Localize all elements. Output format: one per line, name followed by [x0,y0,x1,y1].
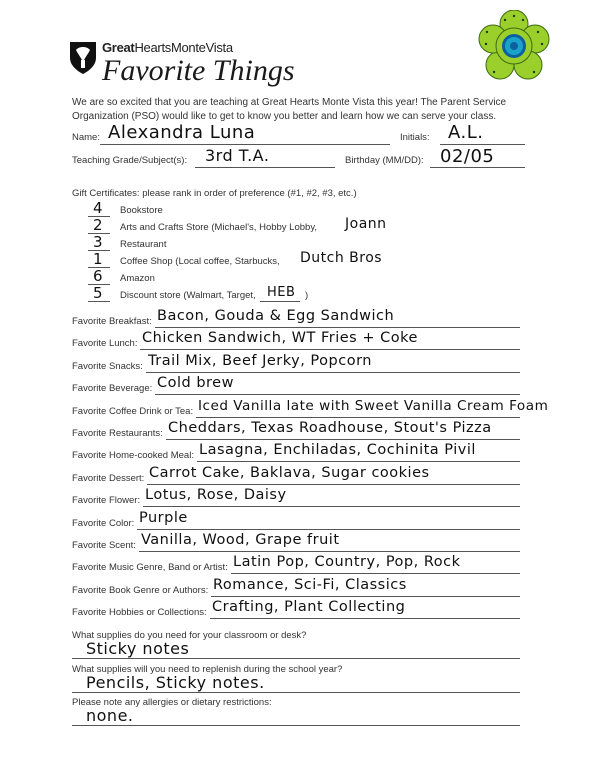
favorite-answer-field[interactable]: Purple [139,509,188,526]
answer-underline [146,372,520,373]
favorite-answer-field[interactable]: Chicken Sandwich, WT Fries + Coke [142,330,418,347]
gift-extra-field[interactable]: Dutch Bros [300,250,383,266]
answer-underline [155,327,520,328]
favorite-answer-field[interactable]: Romance, Sci-Fi, Classics [213,576,407,593]
favorite-row [0,398,600,420]
rank-underline [88,301,110,302]
question-answer-field[interactable]: none. [86,706,134,725]
gift-label: Coffee Shop (Local coffee, Starbucks, [120,256,280,267]
favorite-answer-field[interactable]: Bacon, Gouda & Egg Sandwich [157,308,395,324]
grade-underline [195,167,335,168]
answer-underline [72,658,520,659]
gift-rank-field[interactable]: 3 [92,233,104,251]
intro-text [72,96,506,124]
gift-label: Arts and Crafts Store (Michael's, Hobby Lobby, [120,222,317,233]
gift-item [90,284,510,304]
initials-field[interactable]: A.L. [448,122,484,143]
favorite-label: Favorite Music Genre, Band or Artist: [72,562,228,574]
gift-item [90,199,510,219]
gift-rank-field[interactable]: 4 [92,199,104,217]
initials-underline [440,144,525,145]
favorite-answer-field[interactable]: Iced Vanilla late with Sweet Vanilla Cream Foam [198,397,549,414]
gift-extra-field[interactable]: Joann [345,216,387,232]
name-underline [100,144,390,145]
favorite-label: Favorite Beverage: [72,383,153,395]
favorite-label: Favorite Coffee Drink or Tea: [72,405,194,417]
favorite-answer-field[interactable]: Latin Pop, Country, Pop, Rock [233,554,461,571]
logo-shield-icon [68,40,98,76]
favorite-label: Favorite Hobbies or Collections: [72,607,207,619]
question-label: What supplies do you need for your classroom or desk? [72,630,307,641]
favorite-row [0,554,600,576]
favorite-answer-field[interactable]: Lasagna, Enchiladas, Cochinita Pivil [199,442,476,459]
favorite-row [0,353,600,375]
favorite-answer-field[interactable]: Trail Mix, Beef Jerky, Popcorn [148,352,372,369]
favorite-label: Favorite Restaurants: [72,428,163,439]
gift-extra-field[interactable]: HEB [267,285,296,300]
birthday-field[interactable]: 02/05 [440,146,495,167]
question-answer-field[interactable]: Sticky notes [86,639,190,658]
favorite-label: Favorite Snacks: [72,360,143,372]
question-label: What supplies will you need to replenish during the school year? [72,664,343,675]
grade-label: Teaching Grade/Subject(s): [72,155,188,166]
favorite-answer-field[interactable]: Cold brew [157,375,234,392]
page-title: Favorite Things [102,54,295,87]
favorite-label: Favorite Book Genre or Authors: [72,584,209,596]
flower-icon [478,10,550,82]
favorite-answer-field[interactable]: Vanilla, Wood, Grape fruit [141,532,340,548]
favorite-row [0,330,600,352]
favorite-label: Favorite Flower: [72,495,141,507]
gift-label: Discount store (Walmart, Target, [120,290,256,301]
favorite-row [0,442,600,464]
answer-underline [72,692,520,693]
answer-underline [231,573,520,574]
answer-underline [140,349,520,350]
grade-field[interactable]: 3rd T.A. [205,146,270,165]
favorite-row [0,532,600,554]
favorite-label: Favorite Breakfast: [72,316,152,327]
brand-name [102,40,233,55]
gift-item [90,250,510,270]
gift-item [90,267,510,287]
answer-underline [72,725,520,726]
favorite-label: Favorite Color: [72,517,135,529]
favorite-answer-field[interactable]: Carrot Cake, Baklava, Sugar cookies [149,464,430,481]
question-answer-field[interactable]: Pencils, Sticky notes. [86,673,265,692]
discount-underline [260,301,300,302]
intro-line-1: We are so excited that you are teaching at Great Hearts Monte Vista this year! The Parent Service [72,97,507,108]
gift-rank-field[interactable]: 1 [92,250,104,268]
favorite-row [0,599,600,621]
answer-underline [137,529,520,530]
intro-line-2: Organization (PSO) would like to get to know you better and learn how we can serve your class. [72,111,497,122]
name-field[interactable]: Alexandra Luna [108,122,256,143]
favorite-row [0,308,600,330]
initials-label: Initials: [400,132,430,143]
gift-prompt: Gift Certificates: please rank in order of preference (#1, #2, #3, etc.) [72,188,357,199]
gift-item [90,216,510,236]
answer-underline [139,551,520,552]
gift-rank-field[interactable]: 5 [92,284,104,302]
favorite-label: Favorite Dessert: [72,472,145,484]
birthday-label: Birthday (MM/DD): [345,155,424,166]
answer-underline [211,596,520,597]
birthday-underline [430,167,525,168]
answer-underline [143,506,520,507]
favorite-row [0,465,600,487]
gift-label: Bookstore [120,205,163,216]
brand-bold: Great [102,40,135,55]
gift-label: Restaurant [120,239,167,250]
gift-label: Amazon [120,273,155,284]
answer-underline [210,618,520,619]
name-label: Name: [72,132,100,143]
favorite-label: Favorite Home-cooked Meal: [72,450,194,462]
answer-underline [196,417,520,418]
favorite-row [0,577,600,599]
favorite-label: Favorite Lunch: [72,338,138,350]
brand-rest: HeartsMonteVista [134,40,233,55]
gift-rank-field[interactable]: 2 [92,216,104,234]
favorite-row [0,420,600,442]
favorite-answer-field[interactable]: Lotus, Rose, Daisy [145,487,287,504]
question-label: Please note any allergies or dietary restrictions: [72,697,272,708]
favorite-label: Favorite Scent: [72,540,136,551]
favorite-row [0,487,600,509]
favorite-row [0,375,600,397]
gift-close-paren: ) [305,290,309,301]
answer-underline [147,484,520,485]
favorite-answer-field[interactable]: Crafting, Plant Collecting [212,599,406,616]
answer-underline [155,394,520,395]
gift-rank-field[interactable]: 6 [92,267,104,285]
answer-underline [197,461,520,462]
favorite-row [0,510,600,532]
answer-underline [166,439,520,440]
favorite-answer-field[interactable]: Cheddars, Texas Roadhouse, Stout's Pizza [168,420,492,436]
